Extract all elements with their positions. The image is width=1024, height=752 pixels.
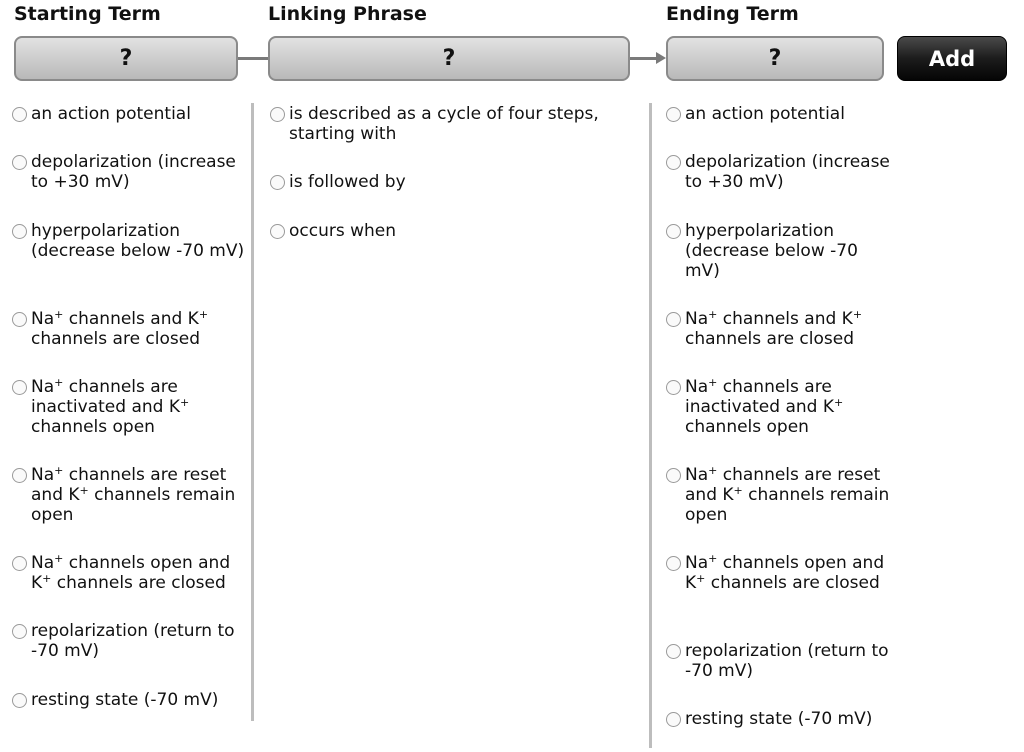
ending-term-slot[interactable]: ? <box>666 36 884 81</box>
radio-button-icon[interactable] <box>12 224 27 239</box>
starting-option[interactable] <box>12 309 250 349</box>
option-label: Na+ channels open and K+ channels are closed <box>685 552 885 593</box>
option-label: Na+ channels are reset and K+ channels remain open <box>31 464 236 525</box>
ending-term-header: Ending Term <box>666 3 799 25</box>
starting-option[interactable] <box>12 621 250 661</box>
starting-option[interactable] <box>12 465 250 525</box>
option-label: is described as a cycle of four steps, starting with <box>289 104 599 144</box>
radio-button-icon[interactable] <box>666 224 681 239</box>
radio-button-icon[interactable] <box>12 107 27 122</box>
radio-button-icon[interactable] <box>666 468 681 483</box>
option-label: Na+ channels are inactivated and K+ channels open <box>31 376 190 437</box>
column-divider <box>251 103 254 721</box>
option-label: Na+ channels and K+ channels are closed <box>31 308 209 349</box>
option-label: Na+ channels are reset and K+ channels remain open <box>685 464 890 525</box>
option-label: hyperpolarization (decrease below -70 mV) <box>685 221 858 281</box>
radio-button-icon[interactable] <box>12 468 27 483</box>
option-label: Na+ channels open and K+ channels are closed <box>31 552 231 593</box>
option-label: resting state (-70 mV) <box>31 690 219 710</box>
radio-button-icon[interactable] <box>666 107 681 122</box>
starting-option[interactable] <box>12 221 250 261</box>
radio-button-icon[interactable] <box>270 107 285 122</box>
radio-button-icon[interactable] <box>12 693 27 708</box>
starting-option[interactable] <box>12 690 250 710</box>
arrow-right-icon <box>656 52 666 64</box>
radio-button-icon[interactable] <box>12 312 27 327</box>
connector-line <box>630 57 658 60</box>
radio-button-icon[interactable] <box>12 155 27 170</box>
option-label: depolarization (increase to +30 mV) <box>685 152 890 192</box>
linking-phrase-slot[interactable]: ? <box>268 36 630 81</box>
linking-option[interactable] <box>270 172 640 192</box>
option-label: repolarization (return to -70 mV) <box>685 641 889 681</box>
option-label: repolarization (return to -70 mV) <box>31 621 235 661</box>
option-label: hyperpolarization (decrease below -70 mV) <box>31 221 245 261</box>
option-label: is followed by <box>289 172 406 192</box>
ending-option[interactable] <box>666 709 896 729</box>
add-button[interactable]: Add <box>897 36 1007 81</box>
ending-option[interactable] <box>666 377 896 437</box>
starting-term-header: Starting Term <box>14 3 161 25</box>
radio-button-icon[interactable] <box>12 380 27 395</box>
option-label: depolarization (increase to +30 mV) <box>31 152 236 192</box>
ending-option[interactable] <box>666 309 896 349</box>
radio-button-icon[interactable] <box>666 644 681 659</box>
option-label: Na+ channels and K+ channels are closed <box>685 308 863 349</box>
radio-button-icon[interactable] <box>12 624 27 639</box>
ending-option[interactable] <box>666 152 896 192</box>
starting-option[interactable] <box>12 377 250 437</box>
starting-option[interactable] <box>12 104 250 124</box>
option-label: occurs when <box>289 221 397 241</box>
option-label: Na+ channels are inactivated and K+ channels open <box>685 376 844 437</box>
radio-button-icon[interactable] <box>666 380 681 395</box>
radio-button-icon[interactable] <box>666 712 681 727</box>
ending-option[interactable] <box>666 221 896 281</box>
option-label: resting state (-70 mV) <box>685 709 873 729</box>
linking-option[interactable] <box>270 104 640 144</box>
radio-button-icon[interactable] <box>666 312 681 327</box>
radio-button-icon[interactable] <box>666 556 681 571</box>
ending-option[interactable] <box>666 641 896 681</box>
radio-button-icon[interactable] <box>666 155 681 170</box>
radio-button-icon[interactable] <box>270 175 285 190</box>
radio-button-icon[interactable] <box>270 224 285 239</box>
column-divider <box>649 103 652 748</box>
option-label: an action potential <box>685 104 845 124</box>
ending-option[interactable] <box>666 104 896 124</box>
connector-line <box>238 57 268 60</box>
radio-button-icon[interactable] <box>12 556 27 571</box>
starting-term-slot[interactable]: ? <box>14 36 238 81</box>
option-label: an action potential <box>31 104 191 124</box>
linking-option[interactable] <box>270 221 640 241</box>
ending-option[interactable] <box>666 465 896 525</box>
ending-option[interactable] <box>666 553 896 593</box>
linking-phrase-header: Linking Phrase <box>268 3 427 25</box>
starting-option[interactable] <box>12 152 250 192</box>
starting-option[interactable] <box>12 553 250 593</box>
